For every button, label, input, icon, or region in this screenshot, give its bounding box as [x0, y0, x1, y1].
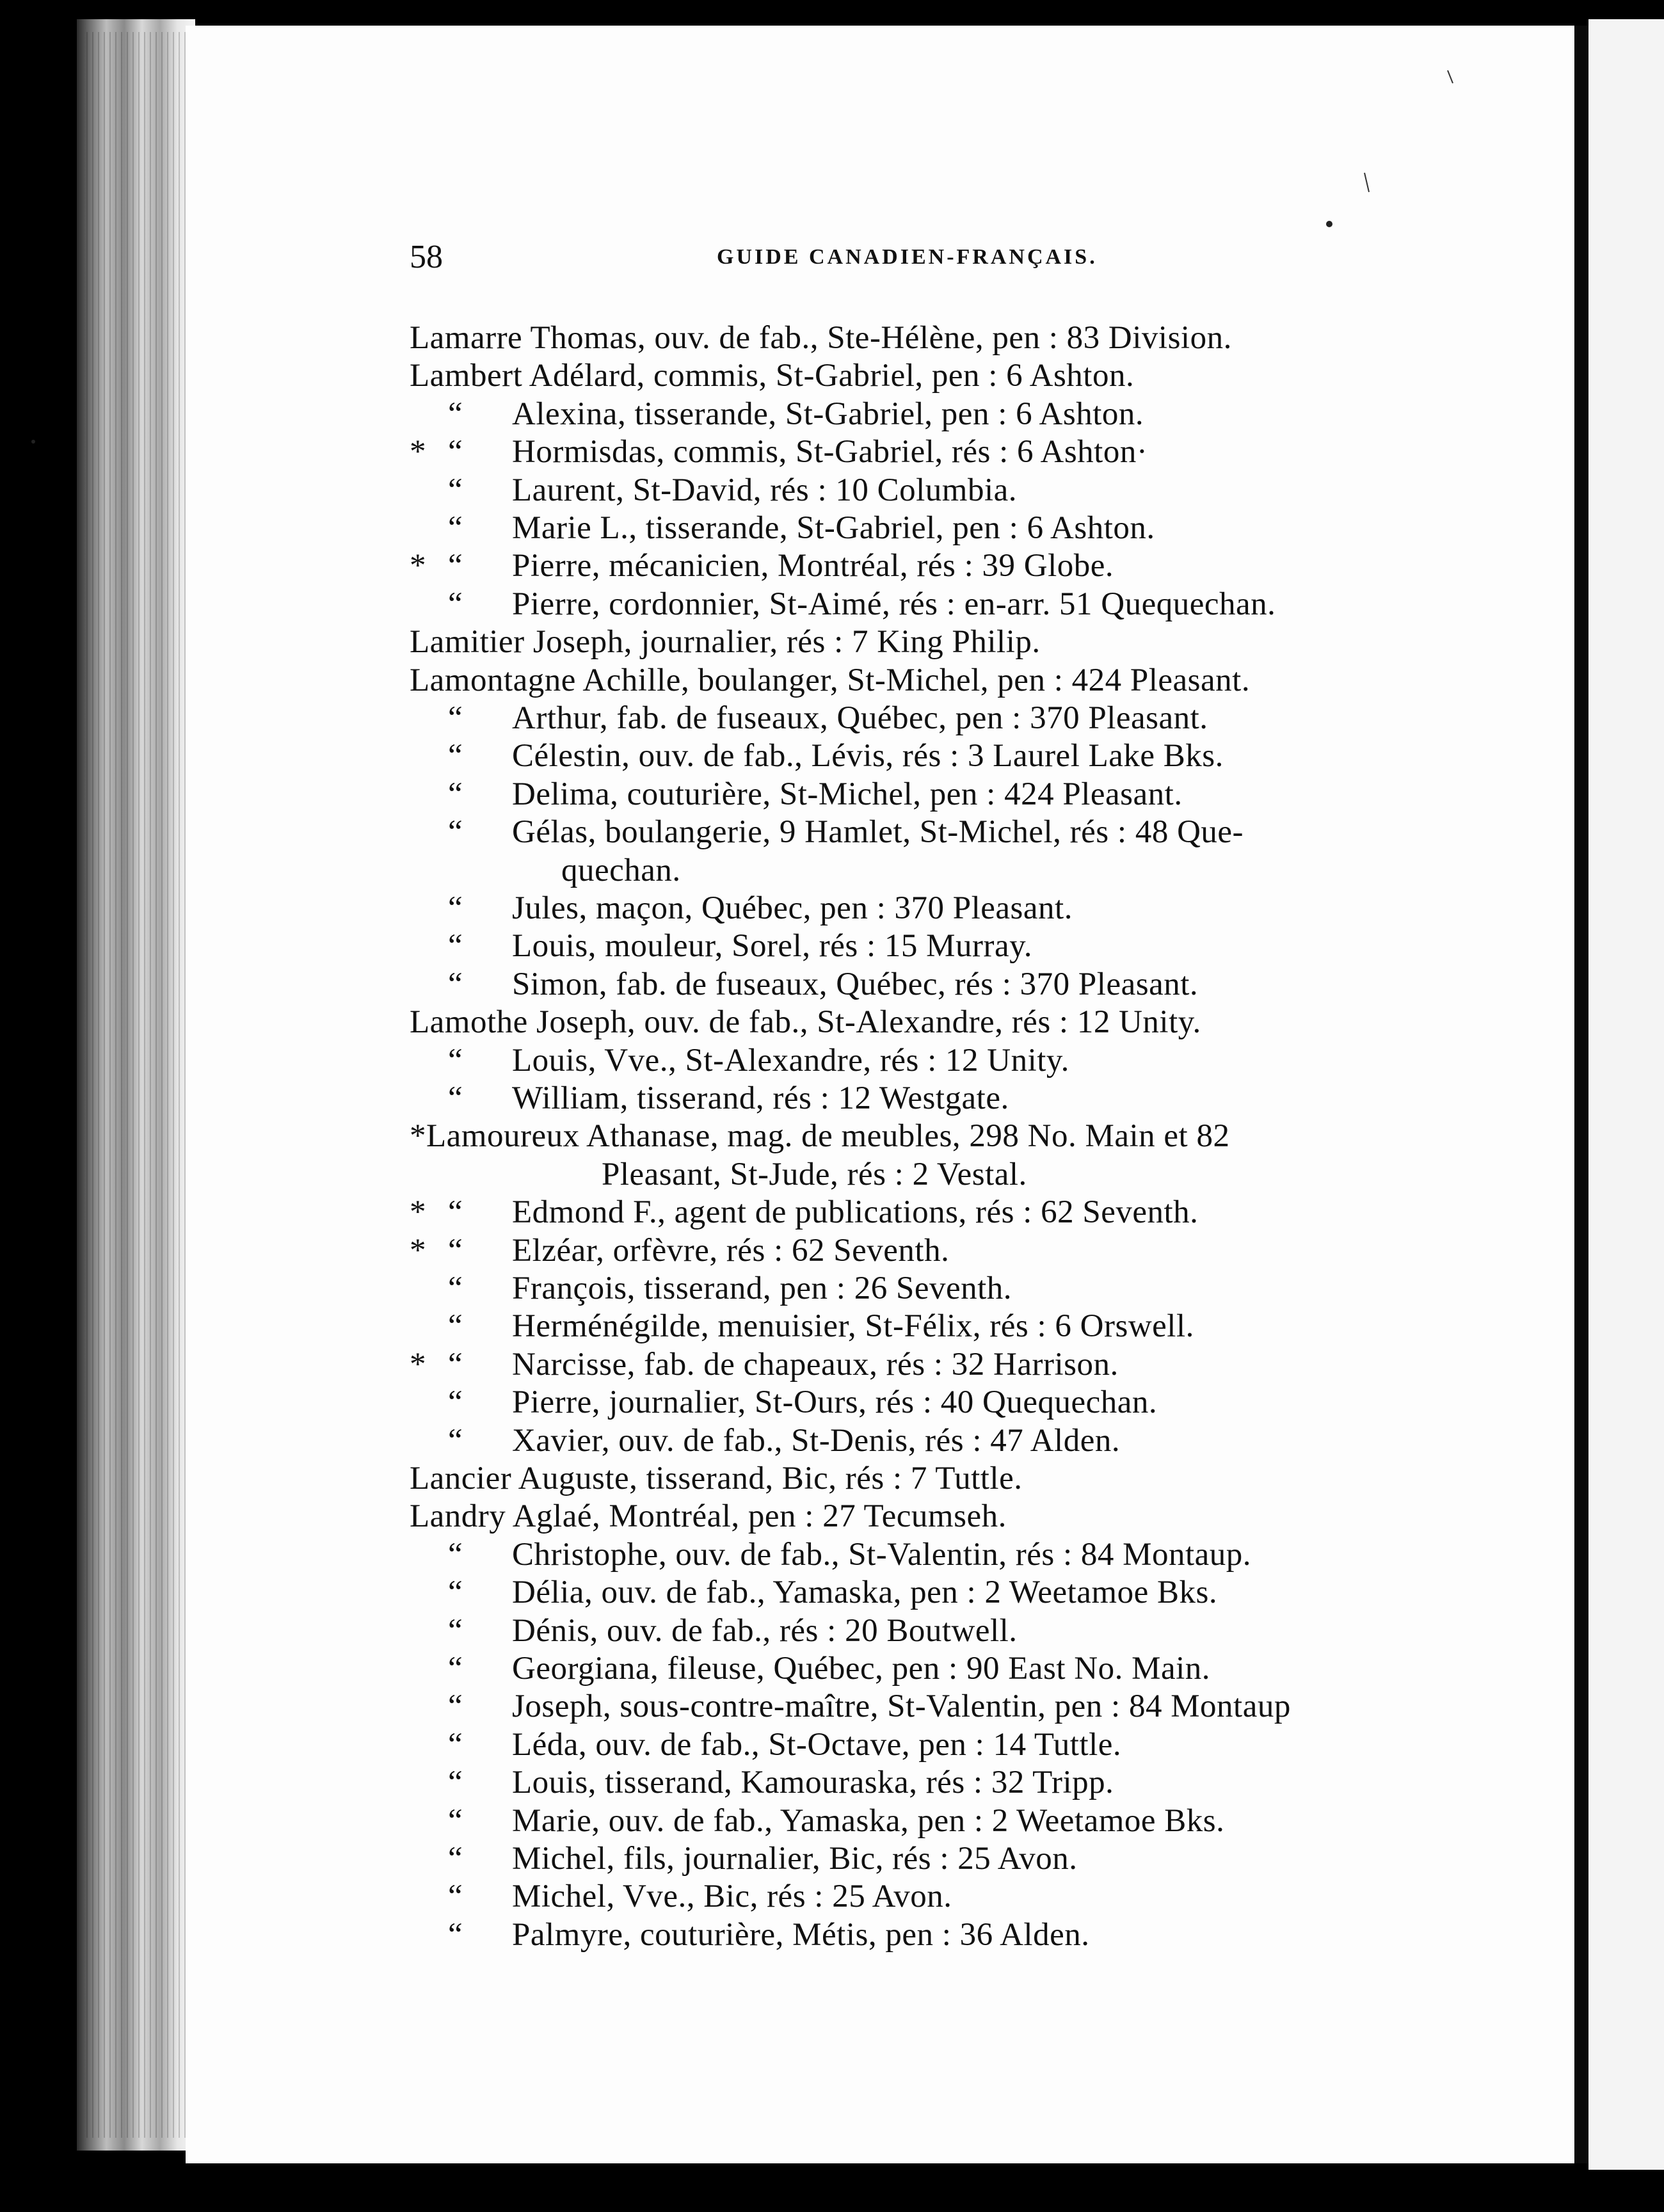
ditto-mark: “: [448, 1575, 463, 1610]
ditto-mark: “: [448, 1080, 463, 1116]
directory-entry: Pleasant, St-Jude, rés : 2 Vestal.: [602, 1157, 1027, 1192]
directory-entry: Georgiana, fileuse, Québec, pen : 90 East No. Main.: [512, 1651, 1210, 1687]
entry-marker: *: [410, 1233, 426, 1269]
directory-entry: Louis, tisserand, Kamouraska, rés : 32 Tripp.: [512, 1765, 1114, 1800]
directory-entry: Michel, Vve., Bic, rés : 25 Avon.: [512, 1879, 952, 1914]
ditto-mark: “: [448, 396, 463, 432]
directory-entry: Lamitier Joseph, journalier, rés : 7 King Philip.: [410, 624, 1041, 660]
directory-entry: Elzéar, orfèvre, rés : 62 Seventh.: [512, 1233, 950, 1269]
entry-marker: *: [410, 548, 426, 584]
ditto-mark: “: [448, 1233, 463, 1269]
directory-entry: Michel, fils, journalier, Bic, rés : 25 Avon.: [512, 1841, 1078, 1877]
directory-entry: Lancier Auguste, tisserand, Bic, rés : 7 Tuttle.: [410, 1461, 1023, 1496]
directory-entry: Herménégilde, menuisier, St-Félix, rés : 6 Orswell.: [512, 1308, 1194, 1344]
ditto-mark: “: [448, 1651, 463, 1687]
directory-entry: Marie, ouv. de fab., Yamaska, pen : 2 Weetamoe Bks.: [512, 1803, 1225, 1839]
directory-entry: Jules, maçon, Québec, pen : 370 Pleasant.: [512, 890, 1073, 926]
directory-entry: Louis, Vve., St-Alexandre, rés : 12 Unity.: [512, 1043, 1069, 1078]
ditto-mark: “: [448, 472, 463, 508]
entry-marker: *: [410, 1347, 426, 1382]
directory-entry: Lamontagne Achille, boulanger, St-Michel, pen : 424 Pleasant.: [410, 662, 1251, 698]
ditto-mark: “: [448, 548, 463, 584]
ditto-mark: “: [448, 1537, 463, 1573]
ditto-mark: “: [448, 1765, 463, 1800]
directory-entry: Dénis, ouv. de fab., rés : 20 Boutwell.: [512, 1613, 1018, 1649]
ditto-mark: “: [448, 1194, 463, 1230]
directory-entry: Delima, couturière, St-Michel, pen : 424 Pleasant.: [512, 776, 1183, 812]
ditto-mark: “: [448, 1043, 463, 1078]
ditto-mark: “: [448, 1308, 463, 1344]
ditto-mark: “: [448, 1841, 463, 1877]
ditto-mark: “: [448, 1347, 463, 1382]
directory-entry: Pierre, cordonnier, St-Aimé, rés : en-arr. 51 Quequechan.: [512, 586, 1276, 622]
page-number: 58: [410, 239, 443, 275]
ditto-mark: “: [448, 510, 463, 546]
directory-entry: Marie L., tisserande, St-Gabriel, pen : 6 Ashton.: [512, 510, 1155, 546]
directory-entry: Lamothe Joseph, ouv. de fab., St-Alexandre, rés : 12 Unity.: [410, 1004, 1201, 1040]
directory-entry: Alexina, tisserande, St-Gabriel, pen : 6 Ashton.: [512, 396, 1144, 432]
directory-entry: Célestin, ouv. de fab., Lévis, rés : 3 Laurel Lake Bks.: [512, 738, 1224, 774]
ditto-mark: “: [448, 966, 463, 1002]
ditto-mark: “: [448, 1270, 463, 1306]
ditto-mark: “: [448, 1423, 463, 1459]
ditto-mark: “: [448, 1384, 463, 1420]
directory-entry: Xavier, ouv. de fab., St-Denis, rés : 47 Alden.: [512, 1423, 1121, 1459]
directory-entry: Pierre, journalier, St-Ours, rés : 40 Quequechan.: [512, 1384, 1158, 1420]
directory-entry: Pierre, mécanicien, Montréal, rés : 39 Globe.: [512, 548, 1114, 584]
directory-entry: Arthur, fab. de fuseaux, Québec, pen : 370 Pleasant.: [512, 700, 1208, 736]
ditto-mark: “: [448, 1688, 463, 1724]
directory-entry: Gélas, boulangerie, 9 Hamlet, St-Michel, rés : 48 Que-: [512, 814, 1244, 850]
entry-marker: *: [410, 1194, 426, 1230]
directory-entry: quechan.: [561, 853, 681, 888]
running-title: GUIDE CANADIEN-FRANÇAIS.: [717, 245, 1098, 269]
ditto-mark: “: [448, 738, 463, 774]
ditto-mark: “: [448, 1727, 463, 1763]
directory-entry: Edmond F., agent de publications, rés : 62 Seventh.: [512, 1194, 1199, 1230]
directory-entry: Léda, ouv. de fab., St-Octave, pen : 14 Tuttle.: [512, 1727, 1122, 1763]
directory-entry: Narcisse, fab. de chapeaux, rés : 32 Harrison.: [512, 1347, 1119, 1382]
ditto-mark: “: [448, 1917, 463, 1953]
directory-entry: Délia, ouv. de fab., Yamaska, pen : 2 Weetamoe Bks.: [512, 1575, 1218, 1610]
ditto-mark: “: [448, 776, 463, 812]
directory-entry: Lamarre Thomas, ouv. de fab., Ste-Hélène, pen : 83 Division.: [410, 320, 1232, 356]
ditto-mark: “: [448, 1613, 463, 1649]
directory-entry: François, tisserand, pen : 26 Seventh.: [512, 1270, 1012, 1306]
ditto-mark: “: [448, 434, 463, 470]
ditto-mark: “: [448, 1803, 463, 1839]
directory-entry: Simon, fab. de fuseaux, Québec, rés : 370 Pleasant.: [512, 966, 1199, 1002]
directory-entry: Joseph, sous-contre-maître, St-Valentin, pen : 84 Montaup: [512, 1688, 1291, 1724]
directory-entry: Christophe, ouv. de fab., St-Valentin, rés : 84 Montaup.: [512, 1537, 1252, 1573]
ditto-mark: “: [448, 700, 463, 736]
directory-entry: Palmyre, couturière, Métis, pen : 36 Alden.: [512, 1917, 1090, 1953]
ditto-mark: “: [448, 586, 463, 622]
directory-entry: Hormisdas, commis, St-Gabriel, rés : 6 Ashton·: [512, 434, 1148, 470]
ditto-mark: “: [448, 814, 463, 850]
directory-entry: Laurent, St-David, rés : 10 Columbia.: [512, 472, 1018, 508]
ditto-mark: “: [448, 1879, 463, 1914]
directory-entry: Landry Aglaé, Montréal, pen : 27 Tecumseh.: [410, 1498, 1007, 1534]
ditto-mark: “: [448, 890, 463, 926]
directory-entry: *Lamoureux Athanase, mag. de meubles, 298 No. Main et 82: [410, 1118, 1230, 1154]
directory-entry: Lambert Adélard, commis, St-Gabriel, pen : 6 Ashton.: [410, 358, 1135, 394]
directory-entry: Louis, mouleur, Sorel, rés : 15 Murray.: [512, 928, 1033, 964]
entry-marker: *: [410, 434, 426, 470]
ditto-mark: “: [448, 928, 463, 964]
directory-entry: William, tisserand, rés : 12 Westgate.: [512, 1080, 1009, 1116]
